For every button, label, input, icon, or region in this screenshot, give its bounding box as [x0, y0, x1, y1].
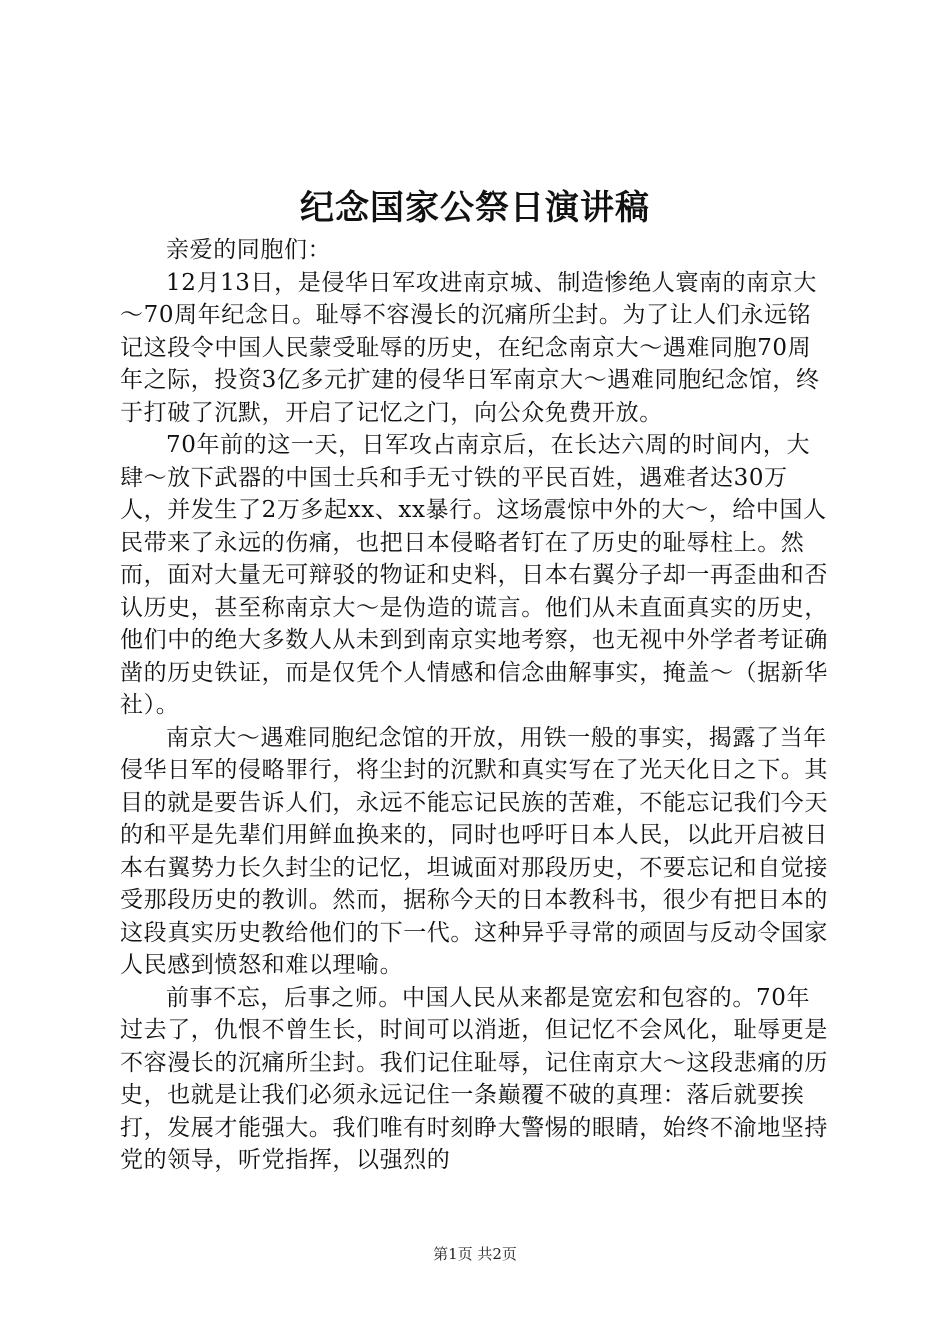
paragraph-4: 前事不忘，后事之师。中国人民从来都是宽宏和包容的。70年过去了，仇恨不曾生长，时间可以消逝，但记忆不会风化，耻辱更是不容漫长的沉痛所尘封。我们记住耻辱，记住南京大～这段悲痛的历史，也就是让我们必须永远记住一条巅覆不破的真理：落后就要挨打，发展才能强大。我们唯有时刻睁大警惕的眼睛，始终不渝地坚持党的领导，听党指挥，以强烈的	[120, 984, 828, 1173]
paragraph-1: 12月13日，是侵华日军攻进南京城、制造惨绝人寰南的南京大～70周年纪念日。耻辱不容漫长的沉痛所尘封。为了让人们永远铭记这段令中国人民蒙受耻辱的历史，在纪念南京大～遇难同胞70周年之际，投资3亿多元扩建的侵华日军南京大～遇难同胞纪念馆，终于打破了沉默，开启了记忆之门，向公众免费开放。	[120, 269, 820, 426]
document-title: 纪念国家公祭日演讲稿	[300, 188, 650, 228]
document-body	[120, 234, 830, 1177]
paragraph-3: 南京大～遇难同胞纪念馆的开放，用铁一般的事实，揭露了当年侵华日军的侵略罪行，将尘封的沉默和真实写在了光天化日之下。其目的就是要告诉人们，永远不能忘记民族的苦难，不能忘记我们今天的和平是先辈们用鲜血换来的，同时也呼吁日本人民，以此开启被日本右翼势力长久封尘的记忆，坦诚面对那段历史，不要忘记和自觉接受那段历史的教训。然而，据称今天的日本教科书，很少有把日本的这段真实历史教给他们的下一代。这种异乎寻常的顽固与反动令国家人民感到愤怒和难以理喻。	[120, 724, 828, 978]
salutation: 亲爱的同胞们：	[166, 237, 332, 263]
paragraph-2: 70年前的这一天，日军攻占南京后，在长达六周的时间内，大肆～放下武器的中国士兵和手无寸铁的平民百姓，遇难者达30万人，并发生了2万多起xx、xx暴行。这场震惊中外的大～，给中国人民带来了永远的伤痛，也把日本侵略者钉在了历史的耻辱柱上。然而，面对大量无可辩驳的物证和史料，日本右翼分子却一再歪曲和否认历史，甚至称南京大～是伪造的谎言。他们从未直面真实的历史，他们中的绝大多数人从未到到南京实地考察，也无视中外学者考证确凿的历史铁证，而是仅凭个人情感和信念曲解事实，掩盖～（据新华社）。	[120, 432, 828, 718]
page-number-footer: 第1页 共2页	[433, 1245, 517, 1263]
